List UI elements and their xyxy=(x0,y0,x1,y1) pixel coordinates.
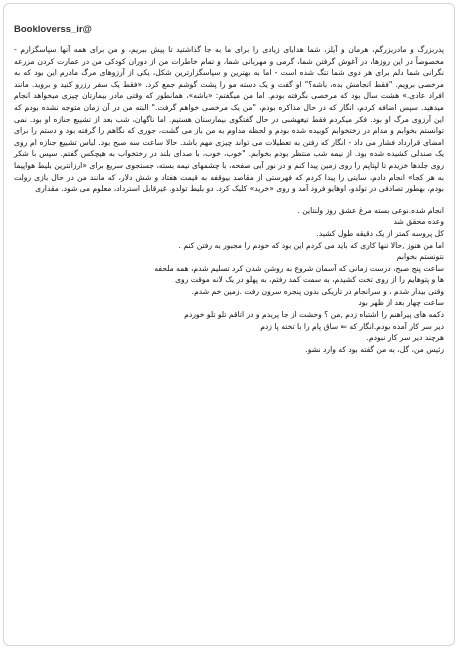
story-line: انجام شده.نوعی بسته مرغ عشق روز ولنتاین . xyxy=(297,205,444,215)
story-line: ها و پتوهایم را از روی تخت کشیدم، به سمت کمد رفتم، به پهلو در یک لانه موقت روی xyxy=(175,275,444,285)
story-line: وقتی بیدار شدم ، و سرانجام در تاریکی بدون پنجره سرون رفت .زمین خم شدم. xyxy=(191,286,444,296)
story-line: ساعت چهار بعد از ظهر بود xyxy=(358,298,444,308)
story-line: وعده محقق شد xyxy=(393,217,444,227)
story-line: ساعت پنج صبح، درست زمانی که آسمان شروع به روشن شدن کرد تسلیم شدم، همه ملحفه xyxy=(154,263,444,273)
paragraph-spacer xyxy=(14,195,444,205)
story-line: نتونستم بخوابم xyxy=(396,252,444,262)
story-line: دکمه های پیراهنم را اشتباه زدم ,من ؟ وحشت از جا پریدم و در اتاقم تلو تلو خوردم xyxy=(184,310,444,320)
story-line: رئیس من، گل، به من گفته بود که وارد نشو. xyxy=(305,344,444,354)
story-line: دیر سر کار آمده بودم.انگار که ⇐ ساق پام را با تخته پا زدم xyxy=(260,321,444,331)
story-line: کل پروسه کمتر از یک دقیقه طول کشید. xyxy=(316,228,444,238)
story-line: هرچند دیر سر کار نبودم. xyxy=(366,333,444,343)
story-line: اما من هنوز ,حالا تنها کاری که باید می کردم این بود که خودم را مجبور به رفتن کنم . xyxy=(178,240,444,250)
post-card xyxy=(3,3,455,646)
story-lines xyxy=(14,205,444,356)
author-handle[interactable]: Bookloverss_ir@ xyxy=(14,24,92,35)
story-paragraph: پدربزرگ و مادربزرگم، هرمان و آیلز، شما هدایای زیادی را برای ما به جا گذاشتید تا پیش ببریم، و من برای همه آنها سپاسگزارم - مخصوصاً در این روزها، در آغوش گرفتن شما، گرمی و مهربانی شما، و تمام خاطرات من از دوران کودکی من در عمارت کردن مزرعه نگرانی شما دلم برای هر دوی شما تنگ شده است - اما به بهترین و سپاسگزارترین شکل، یکی از آرزوهای مرگ مادرم این بود که به مرخصی برویم. "فقط انجامش بده، باشه؟" او گفت و یک دسته مو را پشت گوشم جمع کرد. «فقط یک سفر رزرو کنید و بروید. مانند افراد عادی.» هشت سال بود که مرخصی نگرفته بودم. اما من میگفتم: «باشه»، همانطور که وقتی مادر بیمارتان چیزی میخواهد انجام میدهید. سپس اضافه کردم، انگار که در حال مذاکره بودم، "من یک مرخصی خواهم گرفت." البته من در آن زمان متوجه نشده بودم که این آرزوی مرگ او بود. فکر میکردم فقط تیغهشبی در حال گفتگوی بیمارستان هستیم. اما ناگهان، شب بعد از تشییع جنازه او بود. نمی توانستم بخوابم و مدام در رختخوابم کوبیده شده بودم و لحظه مداوم به من باز می گشت، جوری که نگاهم را گرفته بود و دستم را برای امضای قرارداد فشار می داد - انگار که رفتن به تعطیلات می تواند چیزی مهم باشد. حالا ساعت سه صبح بود. لباس تشییع جنازه ام روی یک صندلی کشیده شده بود. از نیمه شب منتظر بودم بخوابم. "خوب، خوب، با صدای بلند در رختخواب به هیچکس گفتم. سپس با شکر روی جلدها خزیدم تا لپتاپم را روی زمین پیدا کنم و در نور آبی صفحه، با چشمهای نیمه بسته، جستجوی سریع برای «ارزانترین بلیط هواپیما به هر کجا» انجام دادم، سایتی را پیدا کردم که فهرستی از مقاصد بیوقفه به قیمت هفتاد و شش دلار، که مانند من در حال بازی رولت بودم، بهطور تصادفی در تولدو، اوهایو فرود آمد و روی «خرید» کلیک کرد. دو بلیط تولدو. غیرقابل استرداد، معلوم می شود. مقداری xyxy=(14,45,444,194)
post-body xyxy=(14,44,444,355)
